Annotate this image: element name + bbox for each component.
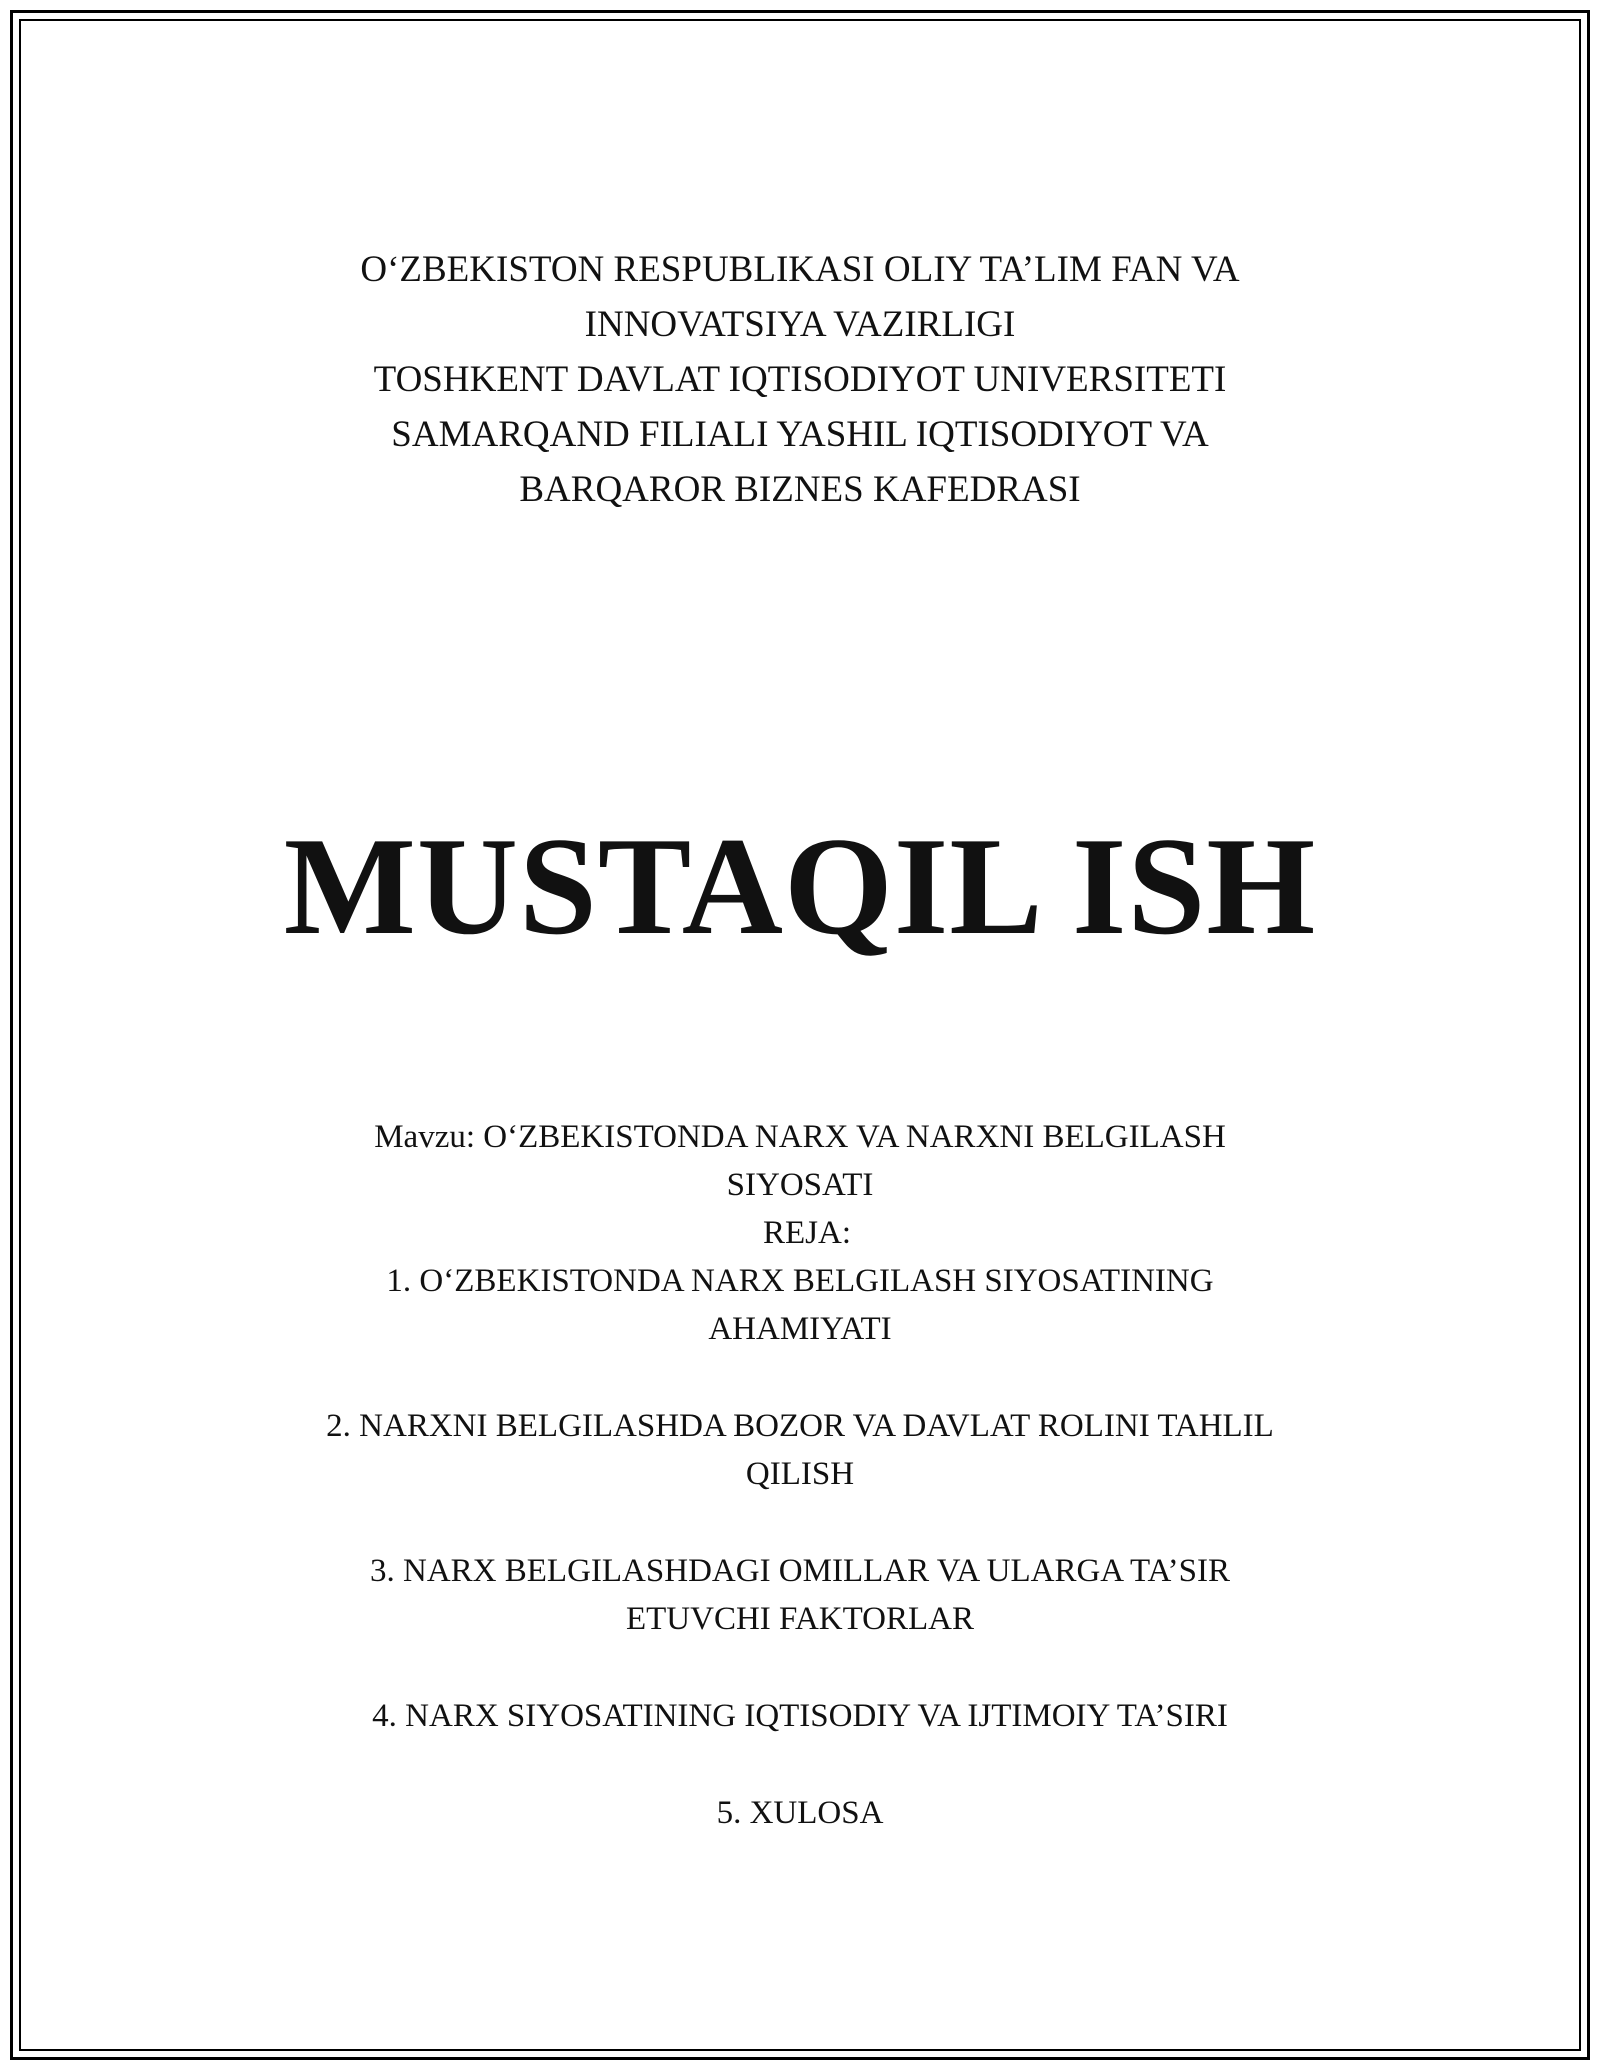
plan-item-line: 3. NARX BELGILASHDAGI OMILLAR VA ULARGA TA’SIR [370, 1553, 1230, 1589]
plan-item-line: 1. O‘ZBEKISTONDA NARX BELGILASH SIYOSATINING [386, 1263, 1214, 1299]
plan-item-line: 5. XULOSA [716, 1795, 884, 1831]
plan-item [0, 1692, 1600, 1740]
header-line: TOSHKENT DAVLAT IQTISODIYOT UNIVERSITETI [373, 359, 1227, 400]
institution-header [0, 242, 1600, 517]
plan-item-line: AHAMIYATI [708, 1311, 892, 1347]
plan-item [0, 1547, 1600, 1643]
header-line: SAMARQAND FILIALI YASHIL IQTISODIYOT VA [391, 414, 1209, 455]
topic-line: Mavzu: O‘ZBEKISTONDA NARX VA NARXNI BELGILASH [374, 1119, 1226, 1155]
plan [0, 1209, 1600, 1886]
header-line: O‘ZBEKISTON RESPUBLIKASI OLIY TA’LIM FAN VA [360, 249, 1240, 290]
plan-item-line: 2. NARXNI BELGILASHDA BOZOR VA DAVLAT ROLINI TAHLIL [326, 1408, 1274, 1444]
document-title: MUSTAQIL ISH [283, 809, 1317, 964]
plan-item-line: ETUVCHI FAKTORLAR [625, 1601, 975, 1637]
plan-heading: REJA: [762, 1215, 851, 1251]
plan-item-line: QILISH [745, 1456, 855, 1492]
topic-line: SIYOSATI [726, 1167, 874, 1203]
header-line: BARQAROR BIZNES KAFEDRASI [519, 469, 1081, 510]
header-line: INNOVATSIYA VAZIRLIGI [584, 304, 1016, 345]
plan-item [0, 1402, 1600, 1498]
topic [0, 1113, 1600, 1209]
plan-item-line: 4. NARX SIYOSATINING IQTISODIY VA IJTIMOIY TA’SIRI [372, 1698, 1228, 1734]
plan-item [0, 1789, 1600, 1837]
plan-item [0, 1257, 1600, 1353]
